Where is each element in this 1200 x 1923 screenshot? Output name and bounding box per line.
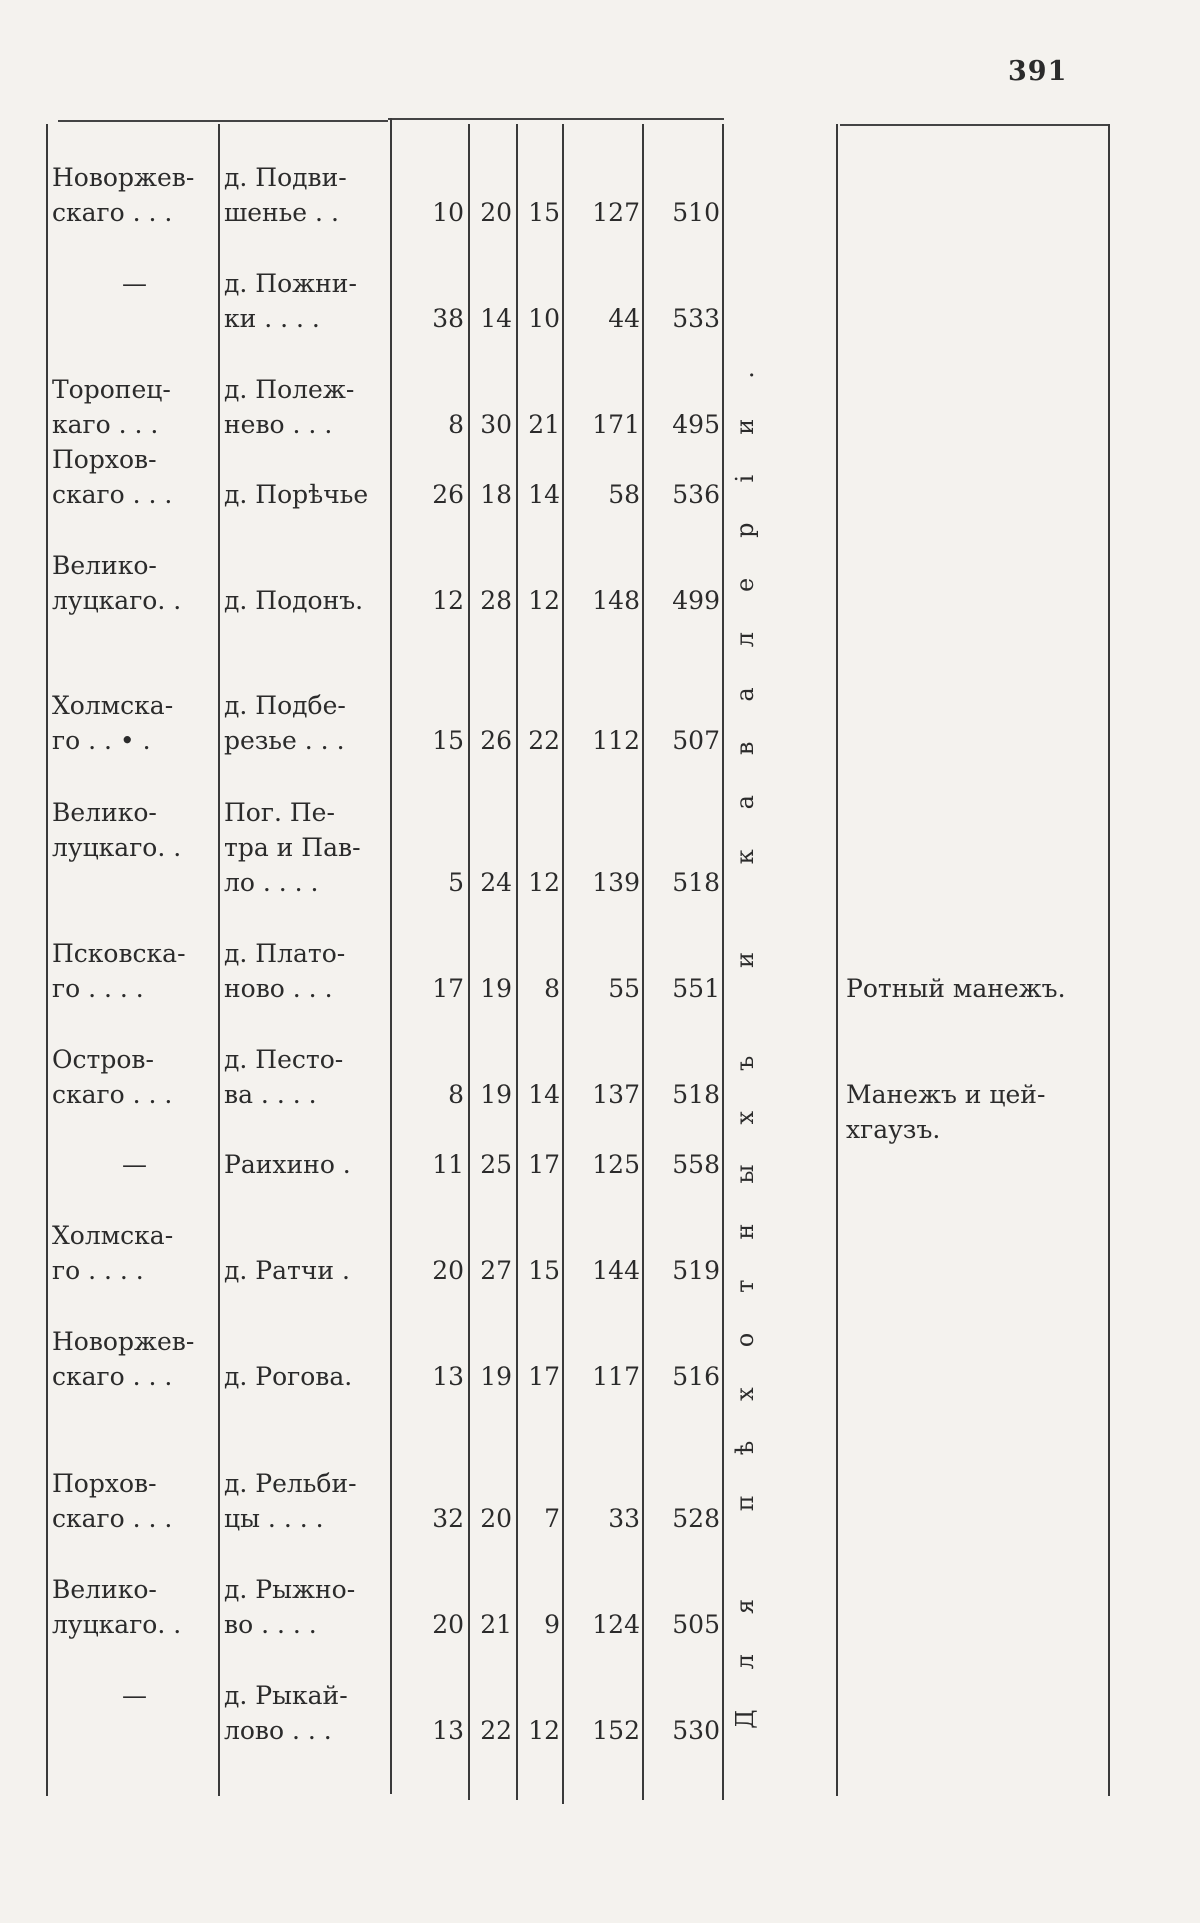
value-cell: 20: [432, 1610, 464, 1639]
value-cell: 19: [480, 1362, 512, 1391]
value-cell: 20: [432, 1256, 464, 1285]
value-cell: 30: [480, 410, 512, 439]
value-cell: 33: [608, 1504, 640, 1533]
village-name: резье . . .: [224, 726, 345, 755]
value-cell: 27: [480, 1256, 512, 1285]
district-name: Велико-: [52, 798, 157, 827]
value-cell: 13: [432, 1716, 464, 1745]
district-name: го . . . .: [52, 1256, 144, 1285]
page-number: 391: [1008, 56, 1068, 87]
value-cell: 58: [608, 480, 640, 509]
value-cell: 17: [528, 1150, 560, 1179]
value-cell: 13: [432, 1362, 464, 1391]
value-cell: 144: [592, 1256, 640, 1285]
district-dash: —: [122, 1681, 147, 1710]
value-cell: 12: [528, 1716, 560, 1745]
village-name: д. Песто-: [224, 1045, 344, 1074]
value-cell: 14: [528, 480, 560, 509]
value-cell: 17: [528, 1362, 560, 1391]
value-cell: 44: [608, 304, 640, 333]
column-rule: [836, 124, 838, 1796]
district-name: Порхов-: [52, 1469, 157, 1498]
value-cell: 15: [528, 198, 560, 227]
value-cell: 499: [672, 586, 720, 615]
value-cell: 152: [592, 1716, 640, 1745]
village-name: Раихино .: [224, 1150, 351, 1179]
district-dash: —: [122, 1150, 147, 1179]
value-cell: 20: [480, 1504, 512, 1533]
village-name: д. Полеж-: [224, 375, 355, 404]
value-cell: 7: [544, 1504, 560, 1533]
value-cell: 516: [672, 1362, 720, 1391]
column-rule: [562, 124, 564, 1804]
value-cell: 530: [672, 1716, 720, 1745]
value-cell: 148: [592, 586, 640, 615]
vertical-note: Для пѣхотныхъ и кавалеріи.: [731, 331, 759, 1729]
village-name: д. Рельби-: [224, 1469, 357, 1498]
column-rule: [516, 124, 518, 1800]
value-cell: 5: [448, 868, 464, 897]
village-name: ново . . .: [224, 974, 333, 1003]
value-cell: 551: [672, 974, 720, 1003]
top-rule: [388, 118, 724, 120]
district-name: скаго . . .: [52, 1080, 173, 1109]
district-name: Холмска-: [52, 691, 174, 720]
district-name: каго . . .: [52, 410, 159, 439]
village-name: нево . . .: [224, 410, 333, 439]
value-cell: 536: [672, 480, 720, 509]
district-name: Велико-: [52, 1575, 157, 1604]
value-cell: 14: [528, 1080, 560, 1109]
value-cell: 507: [672, 726, 720, 755]
value-cell: 510: [672, 198, 720, 227]
village-name: ва . . . .: [224, 1080, 317, 1109]
column-rule: [390, 118, 392, 1794]
village-name: д. Плато-: [224, 939, 346, 968]
district-name: Новоржев-: [52, 163, 195, 192]
value-cell: 22: [480, 1716, 512, 1745]
village-name: тра и Пав-: [224, 833, 361, 862]
value-cell: 22: [528, 726, 560, 755]
value-cell: 528: [672, 1504, 720, 1533]
column-rule: [642, 124, 644, 1800]
value-cell: 25: [480, 1150, 512, 1179]
top-rule: [58, 120, 388, 122]
value-cell: 12: [528, 586, 560, 615]
district-name: Велико-: [52, 551, 157, 580]
value-cell: 26: [480, 726, 512, 755]
value-cell: 171: [592, 410, 640, 439]
value-cell: 11: [432, 1150, 464, 1179]
value-cell: 12: [432, 586, 464, 615]
district-name: го . . • .: [52, 726, 151, 755]
value-cell: 10: [432, 198, 464, 227]
village-name: Пог. Пе-: [224, 798, 335, 827]
district-name: Порхов-: [52, 445, 157, 474]
value-cell: 117: [592, 1362, 640, 1391]
village-name: д. Пожни-: [224, 269, 357, 298]
value-cell: 17: [432, 974, 464, 1003]
value-cell: 12: [528, 868, 560, 897]
column-rule: [722, 124, 724, 1800]
district-name: Торопец-: [52, 375, 171, 404]
value-cell: 495: [672, 410, 720, 439]
column-rule: [46, 124, 48, 1796]
value-cell: 505: [672, 1610, 720, 1639]
district-name: Новоржев-: [52, 1327, 195, 1356]
value-cell: 55: [608, 974, 640, 1003]
top-rule: [840, 124, 1110, 126]
district-name: скаго . . .: [52, 1362, 173, 1391]
village-name: цы . . . .: [224, 1504, 324, 1533]
village-name: во . . . .: [224, 1610, 317, 1639]
village-name: д. Рогова.: [224, 1362, 353, 1391]
district-name: го . . . .: [52, 974, 144, 1003]
value-cell: 32: [432, 1504, 464, 1533]
value-cell: 28: [480, 586, 512, 615]
village-name: шенье . .: [224, 198, 339, 227]
value-cell: 14: [480, 304, 512, 333]
village-name: д. Рыкай-: [224, 1681, 348, 1710]
district-name: Холмска-: [52, 1221, 174, 1250]
value-cell: 19: [480, 974, 512, 1003]
value-cell: 21: [528, 410, 560, 439]
value-cell: 112: [592, 726, 640, 755]
district-name: скаго . . .: [52, 198, 173, 227]
district-name: луцкаго. .: [52, 586, 182, 615]
village-name: ло . . . .: [224, 868, 319, 897]
value-cell: 38: [432, 304, 464, 333]
district-dash: —: [122, 269, 147, 298]
value-cell: 18: [480, 480, 512, 509]
value-cell: 26: [432, 480, 464, 509]
value-cell: 124: [592, 1610, 640, 1639]
column-rule: [1108, 124, 1110, 1796]
village-name: д. Подбе-: [224, 691, 346, 720]
column-rule: [218, 124, 220, 1796]
value-cell: 127: [592, 198, 640, 227]
value-cell: 15: [528, 1256, 560, 1285]
value-cell: 10: [528, 304, 560, 333]
value-cell: 8: [544, 974, 560, 1003]
village-name: д. Подви-: [224, 163, 347, 192]
value-cell: 139: [592, 868, 640, 897]
district-name: Псковска-: [52, 939, 186, 968]
value-cell: 8: [448, 1080, 464, 1109]
village-name: д. Порѣчье: [224, 480, 369, 509]
value-cell: 24: [480, 868, 512, 897]
value-cell: 125: [592, 1150, 640, 1179]
village-name: лово . . .: [224, 1716, 332, 1745]
village-name: д. Рыжно-: [224, 1575, 356, 1604]
village-name: д. Подонъ.: [224, 586, 364, 615]
value-cell: 20: [480, 198, 512, 227]
remark-text: Манежъ и цей-хгаузъ.: [846, 1080, 1046, 1144]
value-cell: 519: [672, 1256, 720, 1285]
value-cell: 533: [672, 304, 720, 333]
district-name: скаго . . .: [52, 1504, 173, 1533]
value-cell: 9: [544, 1610, 560, 1639]
village-name: ки . . . .: [224, 304, 320, 333]
column-rule: [468, 124, 470, 1800]
value-cell: 19: [480, 1080, 512, 1109]
remark-text: Ротный манежъ.: [846, 974, 1066, 1003]
value-cell: 558: [672, 1150, 720, 1179]
value-cell: 518: [672, 868, 720, 897]
value-cell: 8: [448, 410, 464, 439]
district-name: скаго . . .: [52, 480, 173, 509]
value-cell: 21: [480, 1610, 512, 1639]
value-cell: 15: [432, 726, 464, 755]
village-name: д. Ратчи .: [224, 1256, 350, 1285]
district-name: Остров-: [52, 1045, 154, 1074]
district-name: луцкаго. .: [52, 1610, 182, 1639]
district-name: луцкаго. .: [52, 833, 182, 862]
value-cell: 518: [672, 1080, 720, 1109]
value-cell: 137: [592, 1080, 640, 1109]
